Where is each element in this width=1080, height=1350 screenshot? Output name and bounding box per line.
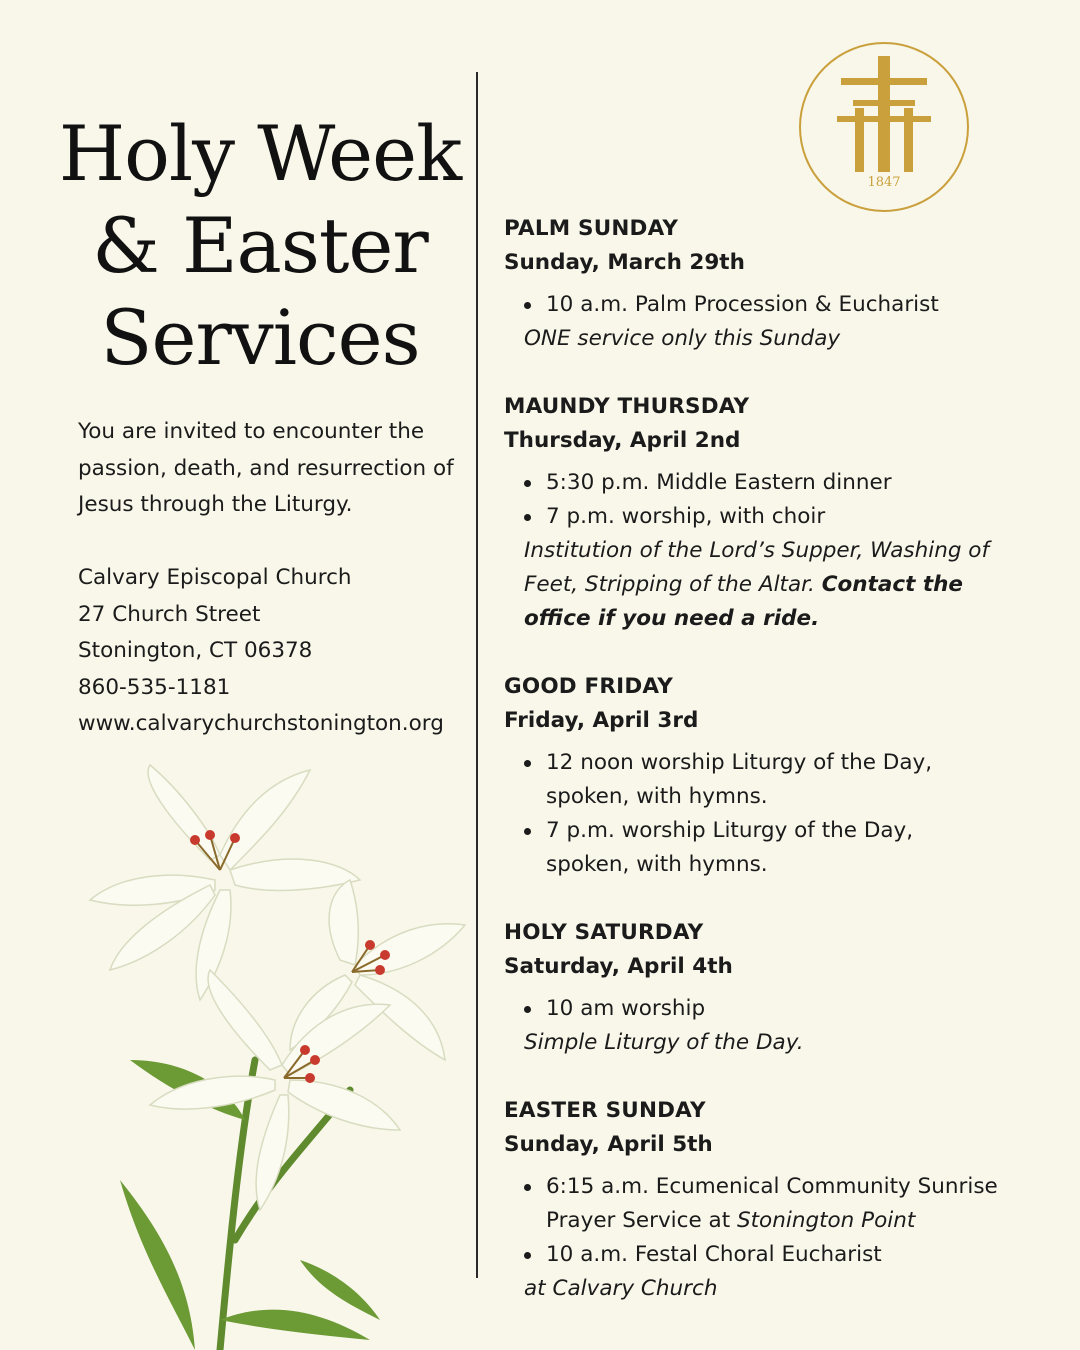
intro-text: You are invited to encounter the passion, death, and resurrection of Jesus through the Liturgy. [78,419,454,517]
list-item: 7 p.m. worship Liturgy of the Day, spoken, with hymns. [504,814,934,882]
page-title [40,108,480,384]
section-note [504,534,1064,636]
church-seal-icon [797,40,971,214]
section-date: Sunday, March 29th [504,250,745,275]
title-line-3: Services [100,293,420,382]
schedule [504,212,1064,1306]
section-note: at Calvary Church [524,1276,718,1301]
title-line-2: & Easter [92,201,428,290]
service-list [504,288,1064,322]
section-note: Simple Liturgy of the Day. [524,1030,804,1055]
lily-flowers-icon [70,760,480,1350]
contact-block [78,560,478,743]
section-title: EASTER SUNDAY [504,1098,706,1123]
section-holy-saturday [504,916,1064,1060]
service-list [504,992,1064,1026]
church-website: www.calvarychurchstonington.org [78,711,444,736]
item-text: 6:15 a.m. Ecumenical Community Sunrise Prayer Service at [546,1174,998,1233]
section-title: GOOD FRIDAY [504,674,673,699]
section-note: ONE service only this Sunday [524,326,841,351]
list-item: 10 a.m. Palm Procession & Eucharist [504,288,1064,322]
note-line: Feet, Stripping of the Altar. [524,572,815,597]
list-item: 10 am worship [504,992,1064,1026]
section-title: HOLY SATURDAY [504,920,704,945]
list-item: 5:30 p.m. Middle Eastern dinner [504,466,1064,500]
list-item: 10 a.m. Festal Choral Eucharist [504,1238,1004,1272]
note-line: Institution of the Lord’s Supper, Washing of [524,538,990,563]
note-bold: office if you need a ride. [524,606,820,631]
list-item: 7 p.m. worship, with choir [504,500,1064,534]
church-phone: 860-535-1181 [78,674,231,700]
seal-year: 1847 [867,175,901,190]
note-bold: Contact the [821,572,964,597]
church-street: 27 Church Street [78,601,261,627]
service-list [504,466,1064,534]
section-good-friday [504,670,1064,882]
list-item [504,1170,1004,1238]
section-date: Sunday, April 5th [504,1132,713,1157]
section-palm-sunday [504,212,1064,356]
list-item: 12 noon worship Liturgy of the Day, spoken, with hymns. [504,746,934,814]
section-title: MAUNDY THURSDAY [504,394,750,419]
section-title: PALM SUNDAY [504,216,679,241]
section-date: Friday, April 3rd [504,708,699,733]
church-city: Stonington, CT 06378 [78,638,313,663]
title-line-1: Holy Week [58,109,462,198]
service-list [504,746,934,882]
section-date: Saturday, April 4th [504,954,733,979]
section-maundy-thursday [504,390,1064,636]
item-italic: Stonington Point [736,1208,916,1233]
service-list [504,1170,1004,1272]
section-easter-sunday [504,1094,1064,1306]
church-name: Calvary Episcopal Church [78,565,352,590]
section-date: Thursday, April 2nd [504,428,741,453]
